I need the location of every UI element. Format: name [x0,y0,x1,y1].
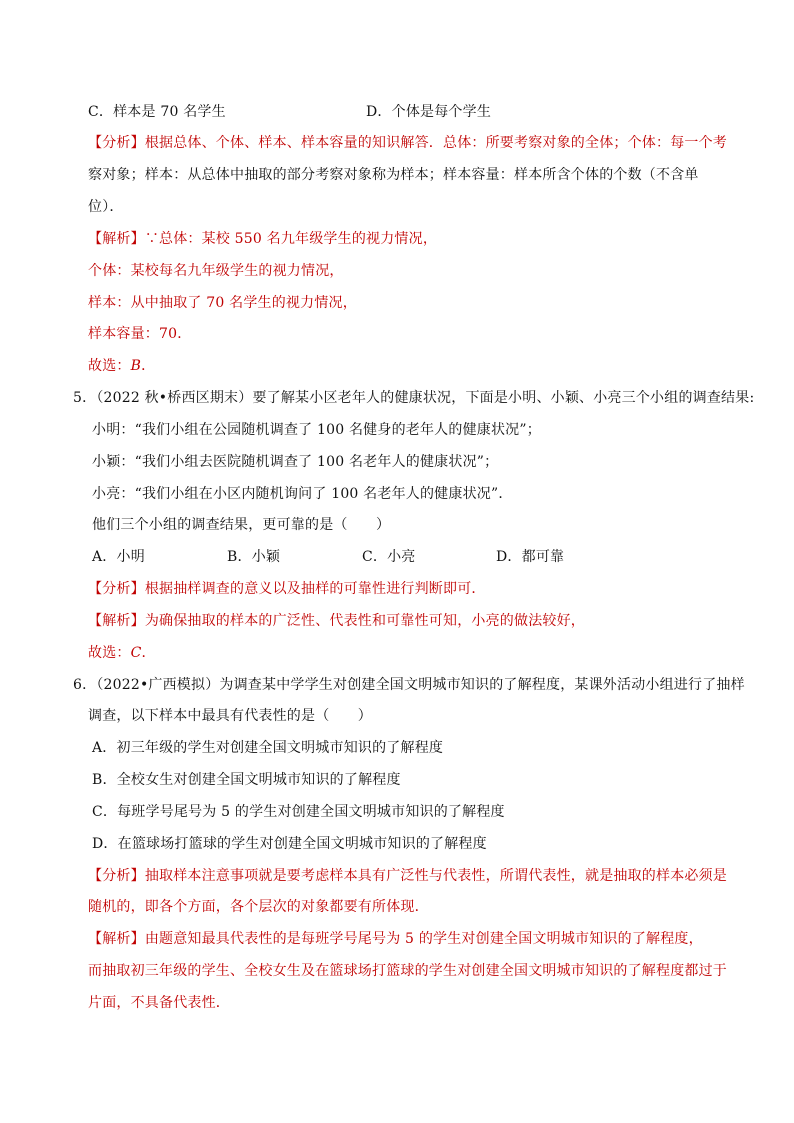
q6-analysis-line-2: 随机的，即各个方面，各个层次的对象都要有所体现． [88,899,429,915]
q6-analysis-tag: 【分析】 [88,868,145,884]
q5-option-c: C．小亮 [362,549,416,565]
q4-answer-letter: B [130,358,142,374]
q5-line-1: 小明：“我们小组在公园随机调查了 100 名健身的老年人的健康状况”； [92,422,541,438]
q4-solution-line-1 [88,229,437,249]
q5-stem-text: （2022 秋•桥西区期末）要了解某小区老年人的健康状况，下面是小明、小颖、小亮三个小组的调查结果: [96,390,755,406]
q4-analysis-line-1 [88,133,727,153]
q5-line-2: 小颖：“我们小组去医院随机调查了 100 名老年人的健康状况”； [92,454,499,470]
q5-analysis [88,579,486,599]
q5-number: 5． [73,390,97,406]
q4-solution-line-3: 样本：从中抽取了 70 名学生的视力情况， [88,295,357,311]
q6-solution-line-2: 而抽取初三年级的学生、全校女生及在篮球场打篮球的学生对创建全国文明城市知识的了解程度都过于 [88,963,727,979]
q5-option-d: D．都可靠 [496,549,565,565]
q4-analysis-line-2: 察对象；样本：从总体中抽取的部分考察对象称为样本；样本容量：样本所含个体的个数（不含单 [88,167,699,183]
q4-option-d: D．个体是每个学生 [366,104,492,120]
q5-analysis-tag: 【分析】 [88,581,145,597]
q5-solution [88,611,585,631]
q6-stem-line-2: 调查，以下样本中最具有代表性的是（ ） [88,708,372,724]
q4-solution-text-1: ∵总体：某校 550 名九年级学生的视力情况， [144,231,438,247]
q5-option-a: A．小明 [92,549,145,565]
q5-question: 他们三个小组的调查结果，更可靠的是（ ） [92,517,391,533]
q5-answer-letter: C [130,645,142,661]
q6-solution-text-1: 由题意知最具代表性的是每班学号尾号为 5 的学生对创建全国文明城市知识的了解程度， [144,931,703,947]
q6-stem-text-1: （2022•广西模拟）为调查某中学学生对创建全国文明城市知识的了解程度，某课外活动小组进行了抽样 [96,677,745,693]
q4-answer [88,356,155,376]
q6-option-c: C．每班学号尾号为 5 的学生对创建全国文明城市知识的了解程度 [92,804,505,820]
q4-solution-tag: 【解析】 [88,231,145,247]
q6-analysis-text-1: 抽取样本注意事项就是要考虑样本具有广泛性与代表性，所谓代表性，就是抽取的样本必须是 [144,868,728,884]
q4-option-c: C．样本是 70 名学生 [88,104,226,120]
q6-option-b: B．全校女生对创建全国文明城市知识的了解程度 [92,772,401,788]
q5-answer-prefix: 故选： [88,645,131,661]
q6-option-d: D．在篮球场打篮球的学生对创建全国文明城市知识的了解程度 [92,836,487,852]
q6-solution-line-1 [88,929,703,949]
q5-option-b: B．小颖 [227,549,281,565]
q6-solution-line-3: 片面，不具备代表性． [88,995,230,1011]
q4-solution-line-2: 个体：某校每名九年级学生的视力情况， [88,263,344,279]
q4-answer-prefix: 故选： [88,358,131,374]
q4-analysis-text-1: 根据总体、个体、样本、样本容量的知识解答．总体：所要考察对象的全体；个体：每一个考 [144,135,728,151]
q5-solution-tag: 【解析】 [88,613,145,629]
q6-stem-line-1 [73,675,745,695]
q4-analysis-line-3: 位）． [88,199,124,215]
q6-number: 6． [73,677,97,693]
q4-analysis-tag: 【分析】 [88,135,145,151]
q5-stem [73,388,754,408]
q6-solution-tag: 【解析】 [88,931,145,947]
q4-solution-line-4: 样本容量：70． [88,326,192,342]
q6-option-a: A．初三年级的学生对创建全国文明城市知识的了解程度 [92,740,444,756]
q5-answer-suffix: ． [141,645,156,661]
q5-analysis-text: 根据抽样调查的意义以及抽样的可靠性进行判断即可． [144,581,486,597]
q5-answer [88,643,156,663]
q6-analysis-line-1 [88,866,727,886]
q5-solution-text: 为确保抽取的样本的广泛性、代表性和可靠性可知，小亮的做法较好， [144,613,586,629]
q5-line-3: 小亮：“我们小组在小区内随机询问了 100 名老年人的健康状况”． [92,486,513,502]
q4-answer-suffix: ． [141,358,156,374]
